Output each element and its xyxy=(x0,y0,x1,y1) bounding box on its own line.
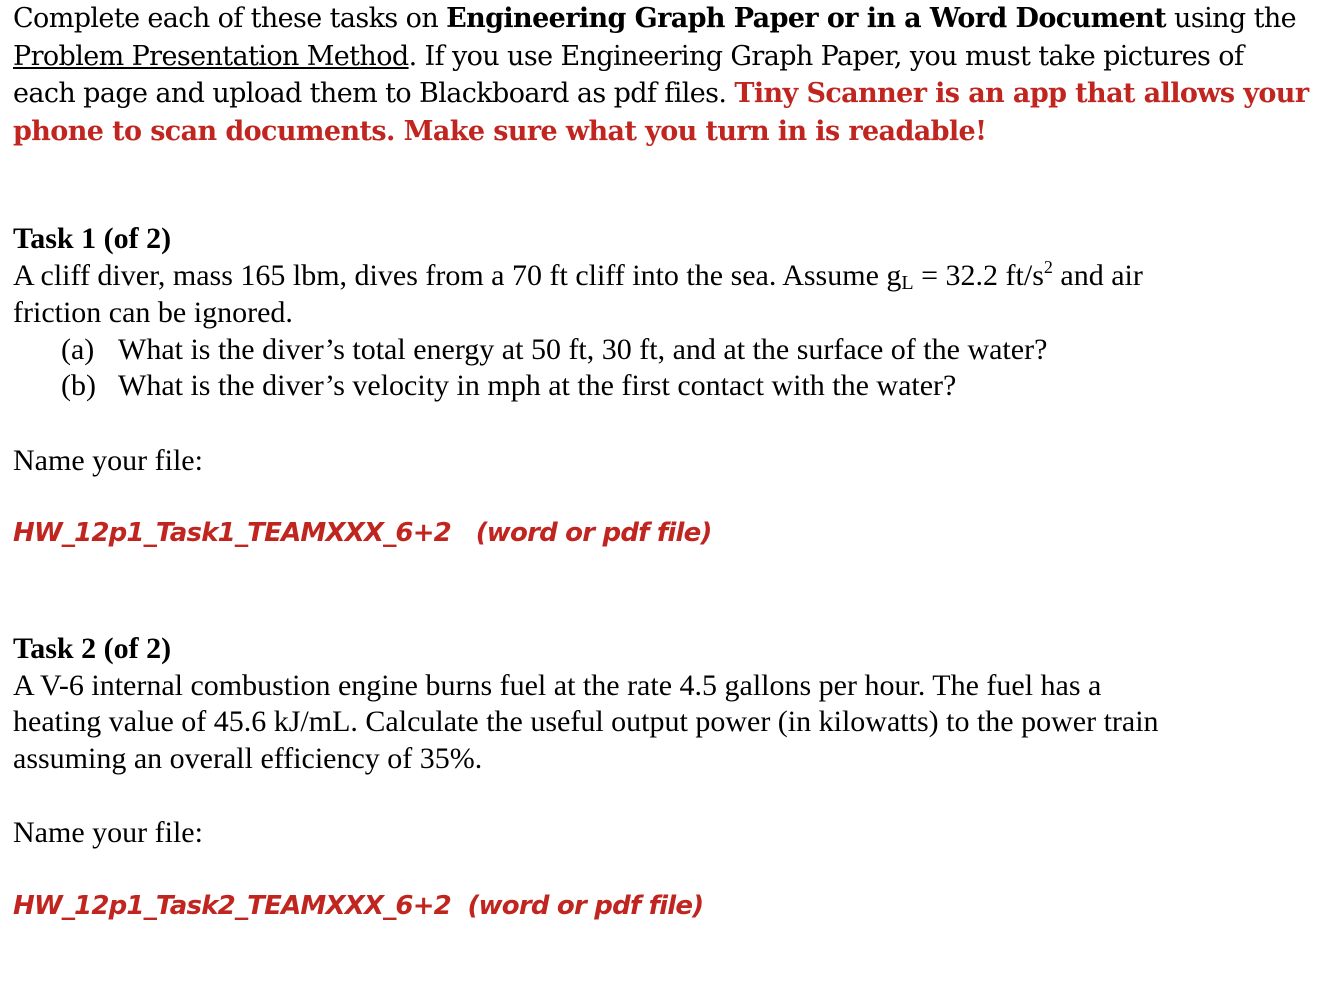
item-a-text: What is the diver’s total energy at 50 ft, 30 ft, and at the surface of the water? xyxy=(118,333,1048,366)
task2-heading: Task 2 (of 2) xyxy=(13,632,172,665)
intro-text-3: . If you use Engineering Graph Paper, you must take pictures of each page and upload them to Blackboard as pdf files. xyxy=(13,40,1244,109)
task1-subscript: L xyxy=(901,272,914,294)
intro-text-2: using the xyxy=(1166,3,1296,34)
task1-name-label: Name your file: xyxy=(13,444,203,477)
task1-item-a xyxy=(61,332,1311,369)
task2-line-3: assuming an overall efficiency of 35%. xyxy=(13,742,483,775)
task1-item-b xyxy=(61,368,1311,405)
item-a-label: (a) xyxy=(61,333,95,366)
task2-name-label: Name your file: xyxy=(13,816,203,849)
task2-line-1: A V-6 internal combustion engine burns fuel at the rate 4.5 gallons per hour. The fuel has a xyxy=(13,669,1102,702)
task1-line1-b: = 32.2 ft/s xyxy=(913,259,1044,292)
task1-filename: HW_12p1_Task1_TEAMXXX_6+2 (word or pdf file) xyxy=(13,518,712,548)
problem-presentation-method: Problem Presentation Method xyxy=(13,40,409,72)
item-b-label: (b) xyxy=(61,369,96,402)
task1-heading: Task 1 (of 2) xyxy=(13,222,172,255)
task1-line-1 xyxy=(13,258,1313,295)
task1-line1-c: and air xyxy=(1052,259,1143,292)
task1-line1-a: A cliff diver, mass 165 lbm, dives from a 70 ft cliff into the sea. Assume g xyxy=(13,259,902,292)
item-b-text: What is the diver’s velocity in mph at the first contact with the water? xyxy=(118,369,957,402)
task1-line-2: friction can be ignored. xyxy=(13,296,293,329)
task1-superscript: 2 xyxy=(1043,257,1053,277)
intro-text-1: Complete each of these tasks on xyxy=(13,3,447,34)
task2-line-2: heating value of 45.6 kJ/mL. Calculate the useful output power (in kilowatts) to the power train xyxy=(13,705,1159,738)
intro-emphasis: Engineering Graph Paper or in a Word Document xyxy=(446,3,1167,34)
intro-warning: Tiny Scanner is an app that allows your phone to scan documents. Make sure what you turn in is readable! xyxy=(13,78,1309,147)
task2-filename: HW_12p1_Task2_TEAMXXX_6+2 (word or pdf file) xyxy=(13,891,704,921)
instructions-paragraph xyxy=(13,0,1313,150)
